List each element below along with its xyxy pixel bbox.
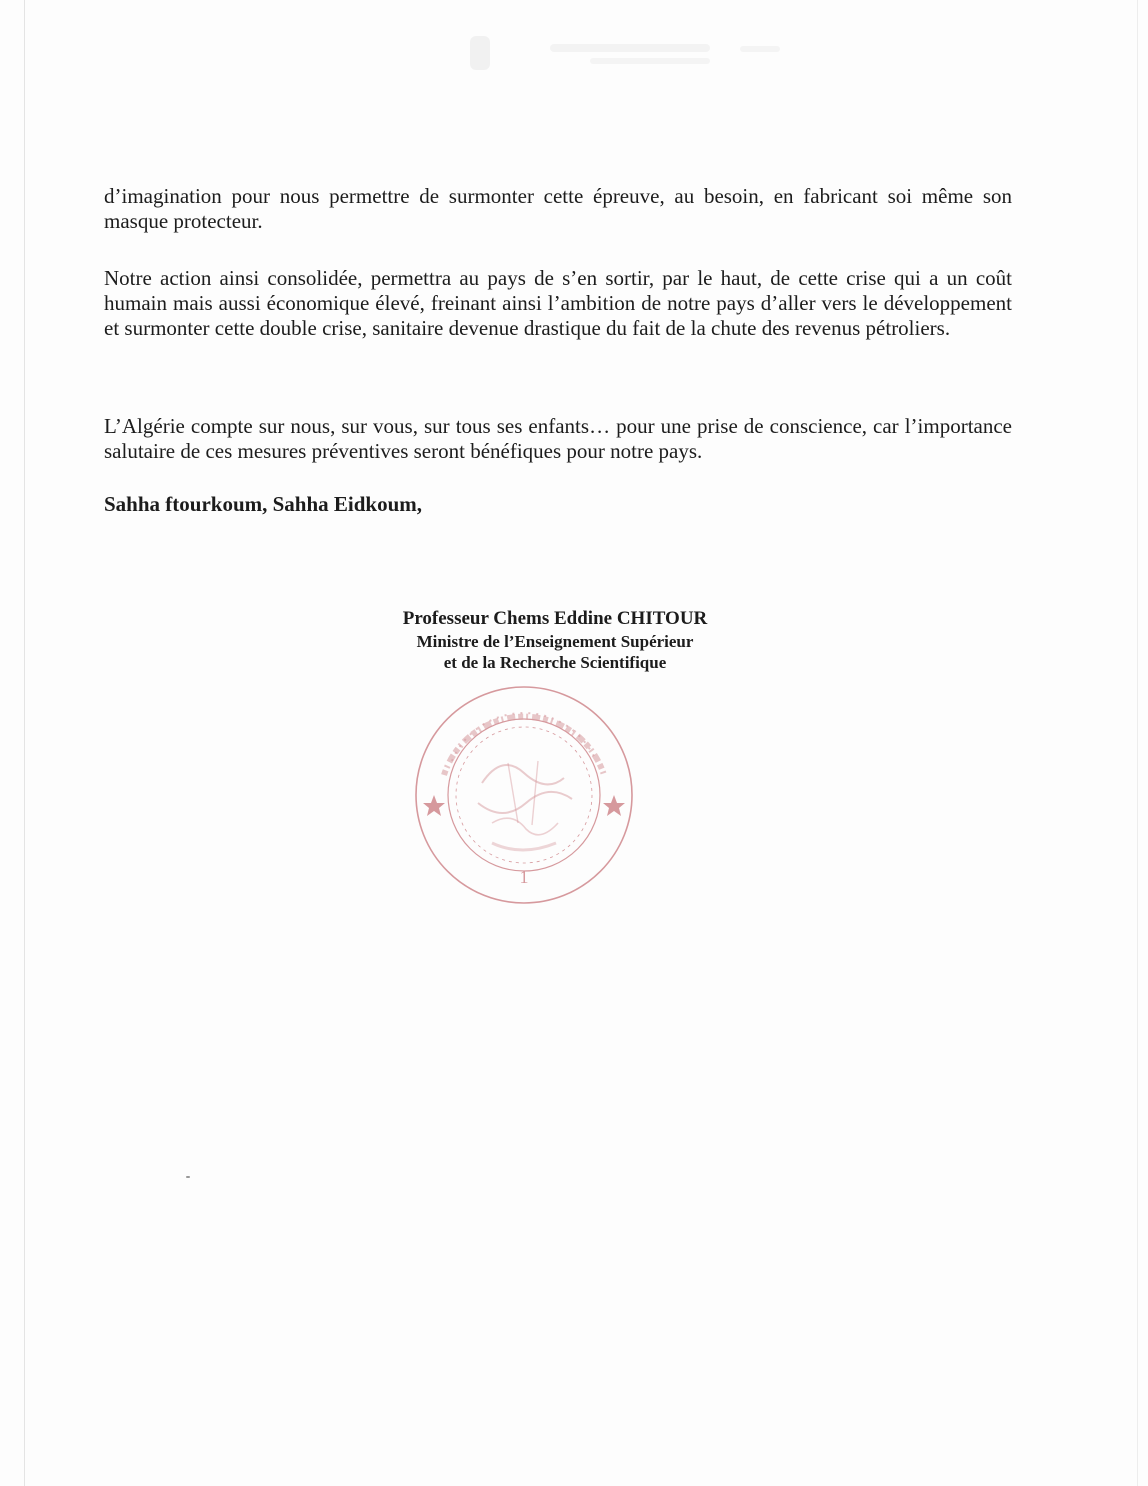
seal-number: 1 [519, 867, 529, 887]
signatory-title-line1: Ministre de l’Enseignement Supérieur [416, 632, 694, 651]
header-bleed-through [440, 28, 800, 78]
body-paragraph: Notre action ainsi consolidée, permettra au pays de s’en sortir, par le haut, de cette crise qui a un coût humain mais aussi économique élevé, freinant ainsi l’ambition de notre pays d’aller vers le développement et surmonter cette double crise, sanitaire devenue drastique du fait de la chute des revenus pétroliers. [104, 266, 1012, 340]
signature-block [340, 607, 770, 673]
scan-edge-left [24, 0, 25, 1486]
official-seal-icon [412, 683, 636, 907]
scan-edge-right [1137, 0, 1138, 1486]
signatory-name: Professeur Chems Eddine CHITOUR [402, 608, 708, 629]
signatory-title-line2: et de la Recherche Scientifique [443, 653, 667, 672]
body-paragraph: d’imagination pour nous permettre de surmonter cette épreuve, au besoin, en fabricant soi même son masque protecteur. [104, 184, 1012, 233]
closing-greeting: Sahha ftourkoum, Sahha Eidkoum, [104, 492, 423, 516]
scan-speck [186, 1176, 190, 1178]
body-paragraph: L’Algérie compte sur nous, sur vous, sur tous ses enfants… pour une prise de conscience, car l’importance salutaire de ces mesures préventives seront bénéfiques pour notre pays. [104, 414, 1012, 463]
